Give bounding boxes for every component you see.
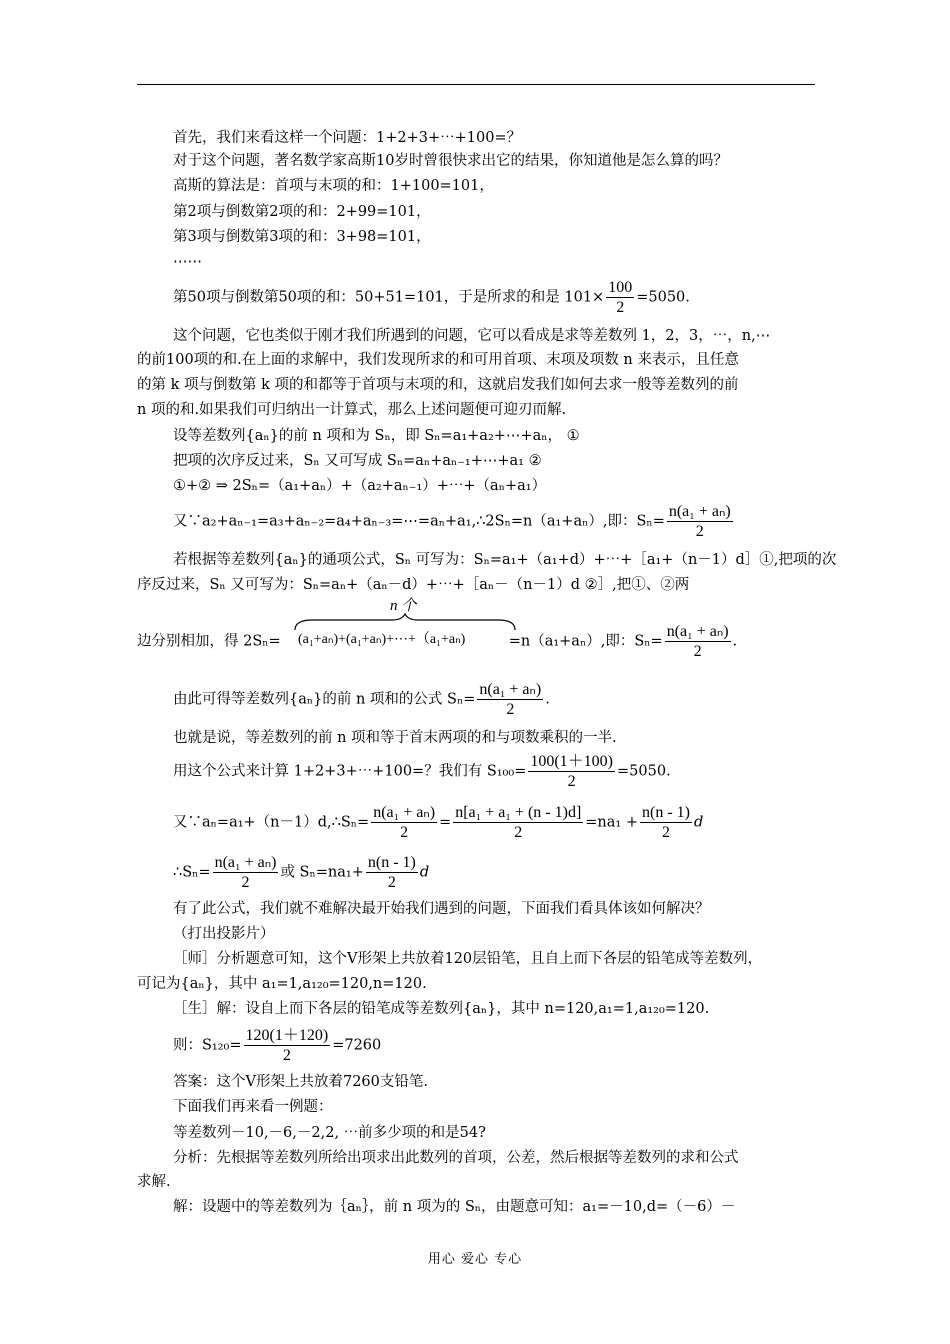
numerator: n(a₁ + aₙ) [666, 623, 729, 640]
text-line: 的前100项的和.在上面的求解中，我们发现所求的和可用首项、末项及项数 n 来表示，且任意 [137, 352, 739, 368]
text: =5050. [617, 763, 671, 780]
numerator: 100 [608, 279, 633, 296]
text: 由此可得等差数列{aₙ}的前 n 项和的公式 Sₙ= [173, 691, 476, 708]
text-line-with-fraction [173, 1026, 381, 1065]
text: 第50项与倒数第50项的和：50+51=101，于是所求的和是 101× [173, 289, 605, 306]
denominator: 2 [693, 643, 702, 660]
text-line: 等差数列－10,－6,－2,2, ⋯前多少项的和是54? [173, 1125, 486, 1141]
text-line-with-fraction [173, 278, 690, 317]
text: 则：S₁₂₀= [173, 1037, 242, 1054]
text-line: 分析：先根据等差数列所给出项求出此数列的首项，公差，然后根据等差数列的求和公式 [173, 1150, 739, 1166]
text-line: 解：设题中的等差数列为｛aₙ｝，前 n 项为的 Sₙ，由题意可知：a₁=－10,d=（－6）－ [173, 1199, 736, 1215]
denominator: 2 [661, 824, 670, 841]
fraction [453, 803, 583, 842]
numerator: n(a₁ + aₙ) [668, 503, 731, 520]
text: =5050. [636, 289, 690, 306]
text-line: 把项的次序反过来，Sₙ 又可写成 Sₙ=aₙ+aₙ₋₁+⋯+a₁ ② [173, 453, 542, 469]
text-line: 求解. [137, 1174, 171, 1190]
text-line: 也就是说，等差数列的前 n 项和等于首末两项的和与项数乘积的一半. [173, 730, 617, 746]
text-line-with-fraction [173, 752, 671, 791]
denominator: 2 [282, 1047, 291, 1064]
text: d [693, 814, 704, 831]
page-footer: 用心 爱心 专心 [427, 1252, 523, 1267]
text-line: 下面我们再来看一例题： [173, 1099, 333, 1115]
denominator: 2 [400, 824, 409, 841]
text: . [545, 691, 550, 708]
fraction [244, 1026, 331, 1065]
header-rule [137, 84, 815, 85]
text-line: 首先，我们来看这样一个问题：1+2+3+⋯+100=？ [173, 130, 522, 146]
fraction [528, 752, 615, 791]
text: 或 Sₙ=na₁+ [280, 864, 364, 881]
text-line-with-fraction [173, 502, 735, 541]
text-line-with-fraction [173, 803, 703, 842]
text: 用这个公式来计算 1+2+3+⋯+100=？我们有 S₁₀₀= [173, 763, 527, 780]
numerator: n(a₁ + aₙ) [373, 804, 436, 821]
fraction [640, 803, 692, 842]
text-line: （打出投影片） [173, 926, 275, 942]
text-line-with-fraction [173, 680, 550, 719]
denominator: 2 [695, 523, 704, 540]
text-line: ⋯⋯ [173, 254, 202, 270]
text: = [439, 814, 452, 831]
text: 边分别相加，得 2Sₙ= [137, 633, 281, 650]
text: ∴Sₙ= [173, 864, 211, 881]
text-line: 答案：这个V形架上共放着7260支铅笔. [173, 1074, 428, 1090]
text-line: ［师］分析题意可知，这个V形架上共放着120层铅笔，且自上而下各层的铅笔成等差数列， [173, 951, 763, 967]
brace-label: n 个 [390, 598, 417, 614]
text-line: ①+② ⇒ 2Sₙ=（a₁+aₙ）+（a₂+aₙ₋₁）+⋯+（aₙ+a₁） [173, 478, 547, 494]
text-line-with-fraction [137, 622, 737, 661]
denominator: 2 [567, 773, 576, 790]
fraction [665, 622, 731, 661]
denominator: 2 [241, 874, 250, 891]
text-line-with-fraction [173, 853, 429, 892]
denominator: 2 [387, 874, 396, 891]
text: 又∵a₂+aₙ₋₁=a₃+aₙ₋₂=a₄+aₙ₋₃=⋯=aₙ+a₁,∴2Sₙ=n（a₁+aₙ）,即：Sₙ= [173, 513, 665, 530]
numerator: 100(1＋100) [530, 753, 614, 770]
text: d [419, 864, 430, 881]
text-line: 第3项与倒数第3项的和：3+98=101， [173, 229, 431, 245]
numerator: n[a₁ + a₁ + (n - 1)d] [455, 804, 582, 821]
text-line: 若根据等差数列{aₙ}的通项公式，Sₙ 可写为：Sₙ=a₁+（a₁+d）+⋯+［a₁+（n－1）d］①,把项的次 [173, 552, 837, 568]
text-line: 设等差数列{aₙ}的前 n 项和为 Sₙ，即 Sₙ=a₁+a₂+⋯+aₙ， ① [173, 428, 580, 444]
text-line: 对于这个问题，著名数学家高斯10岁时曾很快求出它的结果，你知道他是怎么算的吗？ [173, 153, 728, 169]
text: =na₁ + [585, 814, 638, 831]
denominator: 2 [506, 701, 515, 718]
numerator: 120(1＋120) [245, 1027, 329, 1044]
text-line: 这个问题，它也类似于刚才我们所遇到的问题，它可以看成是求等差数列 1，2，3，⋯，n,⋯ [173, 328, 771, 344]
fraction [606, 278, 634, 317]
fraction [371, 803, 437, 842]
fraction [213, 853, 279, 892]
text-line: 的第 k 项与倒数第 k 项的和都等于首项与末项的和，这就启发我们如何去求一般等差数列的前 [137, 377, 739, 393]
denominator: 2 [616, 299, 625, 316]
text: =7260 [332, 1037, 382, 1054]
numerator: n(n - 1) [641, 804, 690, 821]
text-line: n 项的和.如果我们可归纳出一计算式，那么上述问题便可迎刃而解. [137, 402, 567, 418]
numerator: n(a₁ + aₙ) [214, 854, 277, 871]
text-line: 有了此公式，我们就不难解决最开始我们遇到的问题，下面我们看具体该如何解决？ [173, 901, 710, 917]
text: =n（a₁+aₙ）,即：Sₙ= [508, 633, 663, 650]
fraction [477, 680, 543, 719]
text-line: 序反过来，Sₙ 又可写为：Sₙ=aₙ+（aₙ－d）+⋯+［aₙ－（n－1）d ②］,把①、②两 [137, 577, 690, 593]
text-line: 第2项与倒数第2项的和：2+99=101， [173, 204, 431, 220]
numerator: n(a₁ + aₙ) [479, 681, 542, 698]
fraction [366, 853, 418, 892]
fraction [667, 502, 733, 541]
denominator: 2 [514, 824, 523, 841]
text-line: 高斯的算法是：首项与末项的和：1+100=101， [173, 178, 494, 194]
numerator: n(n - 1) [367, 854, 416, 871]
text: 又∵aₙ=a₁+（n－1）d,∴Sₙ= [173, 814, 370, 831]
text-line: ［生］解：设自上而下各层的铅笔成等差数列{aₙ}，其中 n=120,a₁=1,a₁₂₀=120. [173, 1001, 710, 1017]
text-line: 可记为{aₙ}，其中 a₁=1,a₁₂₀=120,n=120. [137, 976, 427, 992]
text: . [732, 633, 738, 650]
brace-content: (a₁+aₙ)+(a₁+aₙ)+⋯+（a₁+aₙ) [298, 632, 466, 647]
